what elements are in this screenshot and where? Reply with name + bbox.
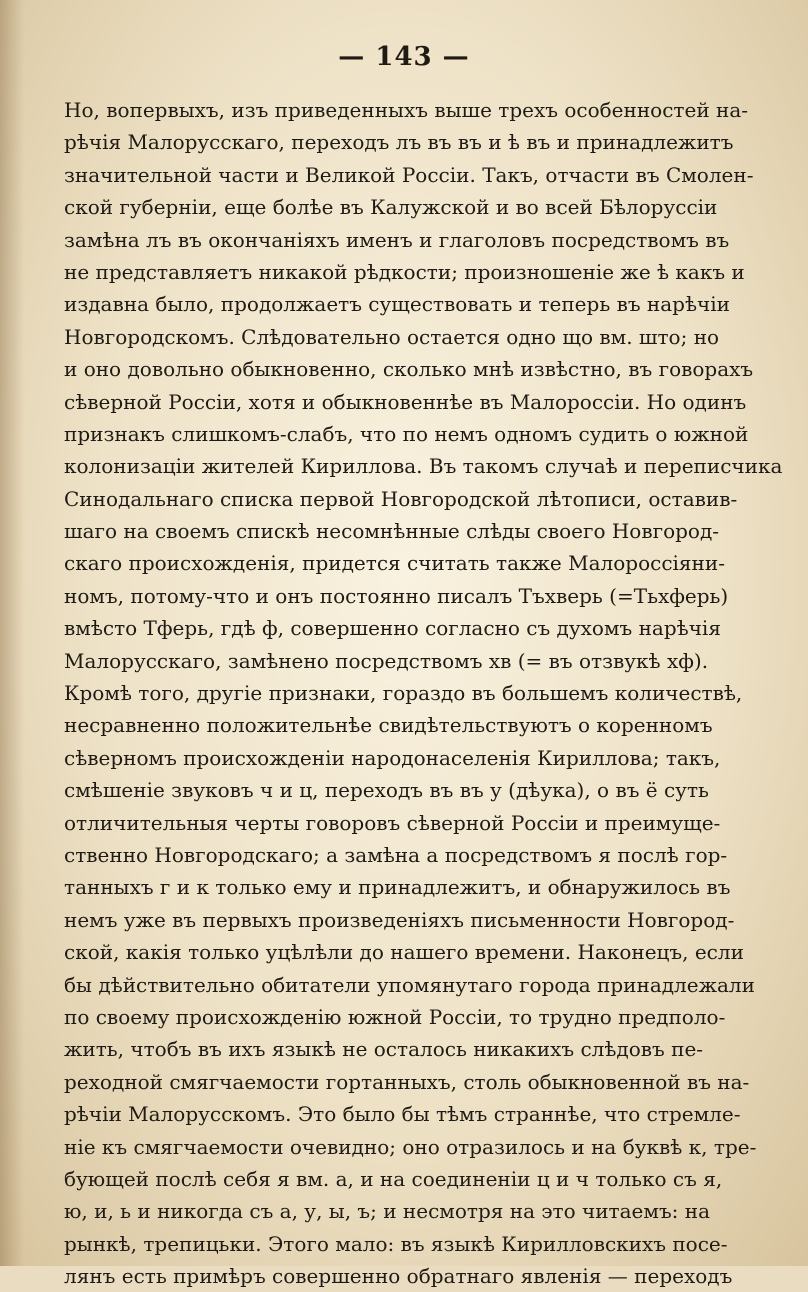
body-text bbox=[64, 94, 783, 1292]
text-line: танныхъ г и к только ему и принадлежитъ, и обнаружилось въ bbox=[64, 875, 731, 900]
text-line: Малорусскаго, замѣнено посредствомъ хв (= въ отзвукѣ хф). bbox=[64, 648, 709, 673]
text-line: ской губерніи, еще болѣе въ Калужской и во всей Бѣлоруссіи bbox=[64, 195, 718, 220]
text-line: признакъ слишкомъ-слабъ, что по немъ одномъ судить о южной bbox=[64, 421, 749, 446]
text-line: рѣчія Малорусскаго, переходъ лъ въ въ и ѣ въ и принадлежитъ bbox=[64, 130, 734, 155]
text-line: шаго на своемъ спискѣ несомнѣнные слѣды своего Новгород- bbox=[64, 519, 720, 544]
text-line: несравненно положительнѣе свидѣтельствуютъ о коренномъ bbox=[64, 713, 713, 738]
text-line: не представляетъ никакой рѣдкости; произношеніе же ѣ какъ и bbox=[64, 259, 745, 284]
text-line: жить, чтобъ въ ихъ языкѣ не осталось никакихъ слѣдовъ пе- bbox=[64, 1037, 704, 1062]
text-line: сѣверной Россіи, хотя и обыкновеннѣе въ Малороссіи. Но одинъ bbox=[64, 389, 747, 414]
page-number: — 143 — bbox=[338, 42, 470, 72]
text-line: Новгородскомъ. Слѣдовательно остается одно що вм. што; но bbox=[64, 324, 720, 349]
text-line: Синодальнаго списка первой Новгородской лѣтописи, оставив- bbox=[64, 486, 738, 511]
text-line: значительной части и Великой Россіи. Такъ, отчасти въ Смолен- bbox=[64, 162, 754, 187]
text-line: издавна было, продолжаетъ существовать и теперь въ нарѣчіи bbox=[64, 292, 730, 317]
text-line: Но, вопервыхъ, изъ приведенныхъ выше трехъ особенностей на- bbox=[64, 98, 749, 122]
text-line: ніе къ смягчаемости очевидно; оно отразилось и на буквѣ к, тре- bbox=[64, 1134, 757, 1159]
text-line: вмѣсто Тферь, гдѣ ф, совершенно согласно съ духомъ нарѣчія bbox=[64, 616, 721, 641]
text-line: смѣшеніе звуковъ ч и ц, переходъ въ въ у (дѣука), о въ ё суть bbox=[64, 778, 709, 803]
text-line: скаго происхожденія, придется считать также Малороссіяни- bbox=[64, 551, 725, 576]
binding-shadow bbox=[0, 0, 24, 1266]
text-line: рѣчіи Малорусскомъ. Это было бы тѣмъ страннѣе, что стремле- bbox=[64, 1102, 741, 1127]
text-line: Кромѣ того, другіе признаки, гораздо въ большемъ количествѣ, bbox=[64, 681, 743, 706]
text-line: реходной смягчаемости гортанныхъ, столь обыкновенной въ на- bbox=[64, 1069, 750, 1094]
text-line: по своему происхожденію южной Россіи, то трудно предполо- bbox=[64, 1004, 726, 1029]
text-line: ю, и, ь и никогда съ а, у, ы, ъ; и несмотря на это читаемъ: на bbox=[64, 1199, 711, 1224]
text-line: и оно довольно обыкновенно, сколько мнѣ извѣстно, въ говорахъ bbox=[64, 357, 754, 382]
text-line: рынкѣ, трепицьки. Этого мало: въ языкѣ Кирилловскихъ посе- bbox=[64, 1231, 728, 1256]
text-line: номъ, потому-что и онъ постоянно писалъ Тъхверь (=Тьхферь) bbox=[64, 583, 729, 608]
text-line: немъ уже въ первыхъ произведеніяхъ письменности Новгород- bbox=[64, 907, 735, 932]
text-line: отличительныя черты говоровъ сѣверной Россіи и преимуще- bbox=[64, 810, 721, 835]
text-line: бы дѣйствительно обитатели упомянутаго города принадлежали bbox=[64, 972, 755, 997]
text-line: ской, какія только уцѣлѣли до нашего времени. Наконецъ, если bbox=[64, 940, 744, 965]
text-line: ственно Новгородскаго; а замѣна а посредствомъ я послѣ гор- bbox=[64, 842, 728, 867]
text-line: бующей послѣ себя я вм. а, и на соединеніи ц и ч только съ я, bbox=[64, 1166, 723, 1191]
text-line: колонизаціи жителей Кириллова. Въ такомъ случаѣ и переписчика bbox=[64, 454, 783, 479]
text-line: лянъ есть примѣръ совершенно обратнаго явленія — переходъ bbox=[64, 1264, 733, 1289]
text-line: сѣверномъ происхожденіи народонаселенія Кириллова; такъ, bbox=[64, 745, 721, 770]
text-line: замѣна лъ въ окончаніяхъ именъ и глаголовъ посредствомъ въ bbox=[64, 227, 730, 252]
